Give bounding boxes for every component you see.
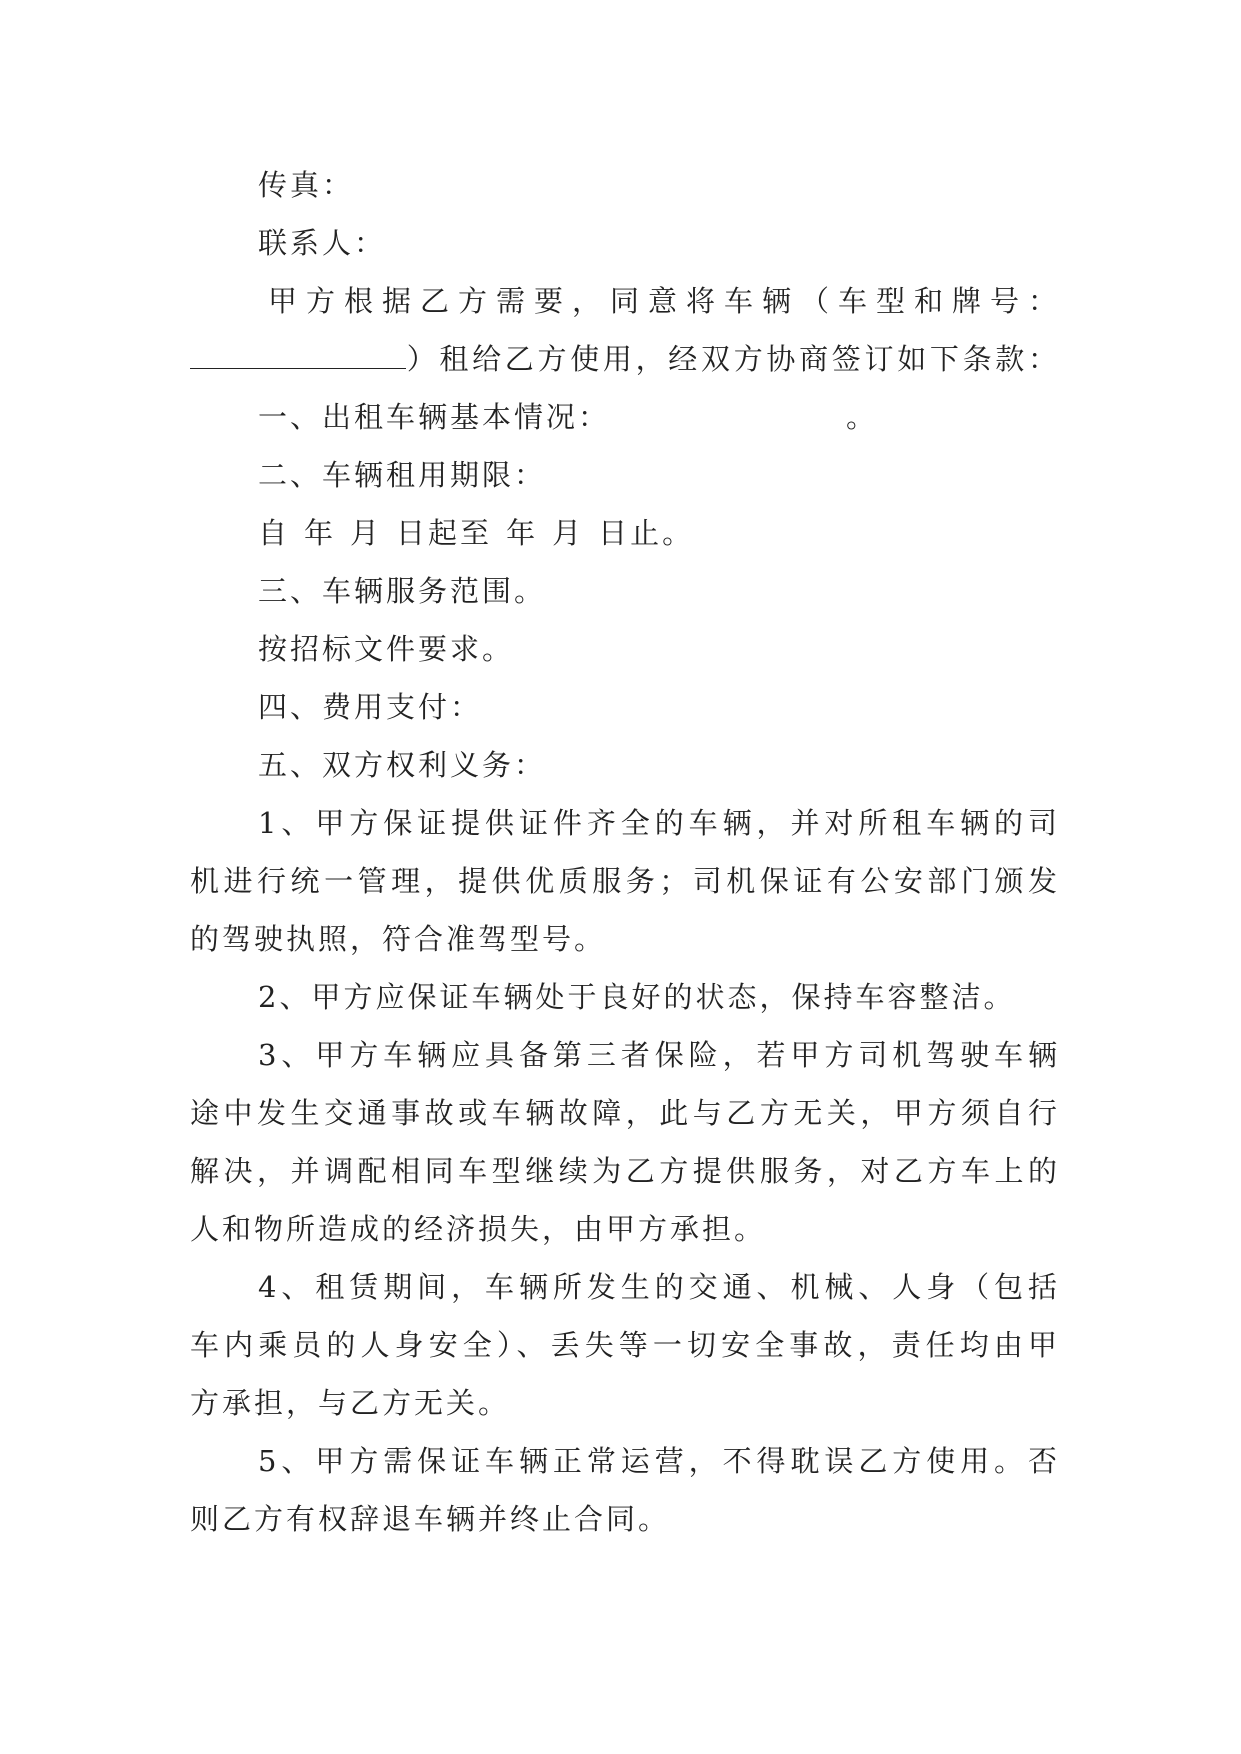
term-day-1: 日起至	[396, 516, 493, 550]
term-from: 自	[258, 516, 291, 550]
clause-5-line-2: 则乙方有权辞退车辆并终止合同。	[190, 1502, 671, 1536]
clause-1-line-2: 机进行统一管理，提供优质服务；司机保证有公安部门颁发	[190, 864, 1060, 898]
contact-label: 联系人：	[258, 226, 387, 260]
term-year-1: 年	[304, 516, 337, 550]
term-year-2: 年	[506, 516, 539, 550]
term-month-2: 月	[552, 516, 585, 550]
section-3-label: 三、车辆服务范围。	[258, 574, 547, 608]
clause-4-line-2: 车内乘员的人身安全）、丢失等一切安全事故，责任均由甲	[190, 1328, 1060, 1362]
term-day-2: 日止。	[598, 516, 695, 550]
section-1	[258, 400, 1128, 434]
clause-3-line-2: 途中发生交通事故或车辆故障，此与乙方无关，甲方须自行	[190, 1096, 1060, 1130]
section-5-label: 五、双方权利义务：	[258, 748, 547, 782]
clause-5-line-1: 5、甲方需保证车辆正常运营，不得耽误乙方使用。否	[258, 1444, 1060, 1478]
intro-line-2	[190, 342, 1060, 376]
clause-1-line-1: 1、甲方保证提供证件齐全的车辆，并对所租车辆的司	[258, 806, 1060, 840]
service-scope: 按招标文件要求。	[258, 632, 515, 666]
section-1-end: 。	[846, 400, 879, 434]
section-4-label: 四、费用支付：	[258, 690, 483, 724]
clause-2-line-1: 2、甲方应保证车辆处于良好的状态，保持车容整洁。	[258, 980, 1016, 1014]
section-1-label: 一、出租车辆基本情况：	[258, 400, 611, 434]
section-2-label: 二、车辆租用期限：	[258, 458, 547, 492]
clause-4-line-3: 方承担，与乙方无关。	[190, 1386, 511, 1420]
clause-3-line-3: 解决，并调配相同车型继续为乙方提供服务，对乙方车上的	[190, 1154, 1060, 1188]
vehicle-model-blank	[190, 342, 406, 369]
clause-1-line-3: 的驾驶执照，符合准驾型号。	[190, 922, 607, 956]
fax-label: 传真：	[258, 168, 355, 202]
clause-4-line-1: 4、租赁期间，车辆所发生的交通、机械、人身（包括	[258, 1270, 1060, 1304]
intro-line-2-text: ）租给乙方使用，经双方协商签订如下条款：	[406, 342, 1060, 376]
clause-3-line-1: 3、甲方车辆应具备第三者保险，若甲方司机驾驶车辆	[258, 1038, 1060, 1072]
intro-line-1: 甲方根据乙方需要，同意将车辆（车型和牌号：	[268, 284, 1060, 318]
rental-term	[258, 516, 1128, 550]
term-month-1: 月	[350, 516, 383, 550]
clause-3-line-4: 人和物所造成的经济损失，由甲方承担。	[190, 1212, 767, 1246]
